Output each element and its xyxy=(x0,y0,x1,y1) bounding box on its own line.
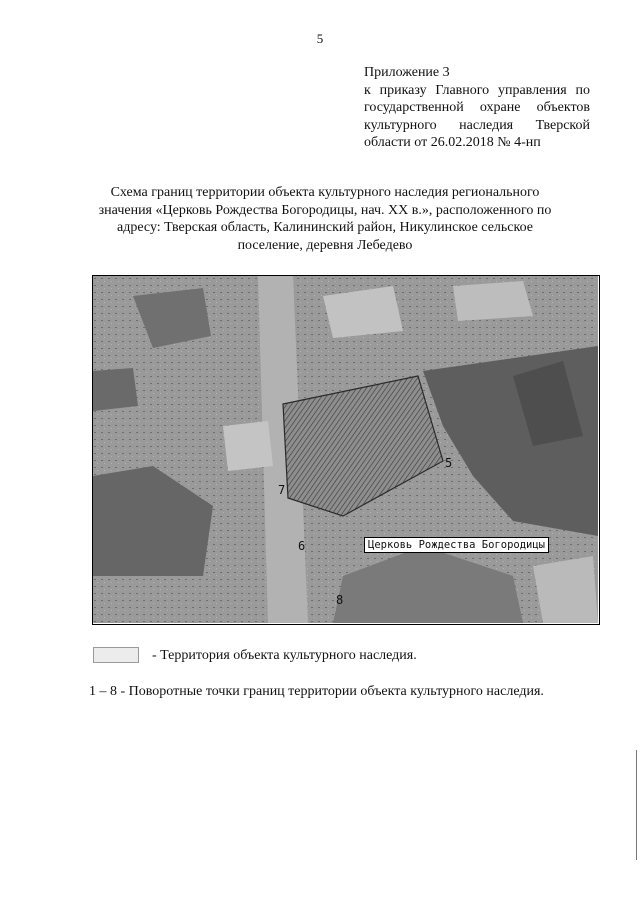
turning-points-legend-text: 1 – 8 - Поворотные точки границ территории объекта культурного наследия. xyxy=(89,684,544,699)
aerial-map-image xyxy=(93,276,598,623)
appendix-line: государственной охране объектов xyxy=(364,100,590,115)
page-number: 5 xyxy=(316,31,324,46)
turning-point-5: 5 xyxy=(445,456,453,470)
appendix-line: области от 26.02.2018 № 4-нп xyxy=(364,135,541,150)
aerial-map xyxy=(92,275,600,625)
territory-legend-swatch xyxy=(93,647,139,663)
church-label: Церковь Рождества Богородицы xyxy=(364,537,549,553)
title-line: значения «Церковь Рождества Богородицы, нач. XX в.», расположенного по xyxy=(98,202,552,218)
scan-edge-mark xyxy=(636,750,637,860)
title-line: поселение, деревня Лебедево xyxy=(237,237,413,253)
title-line: Схема границ территории объекта культурного наследия регионального xyxy=(110,185,540,200)
turning-point-6: 6 xyxy=(298,539,306,553)
appendix-line: культурного наследия Тверской xyxy=(364,117,590,133)
title-line: адресу: Тверская область, Калининский район, Никулинское сельское xyxy=(117,220,533,235)
appendix-line: Приложение 3 xyxy=(364,65,450,80)
territory-legend-text: - Территория объекта культурного наследия. xyxy=(152,648,417,663)
appendix-line: к приказу Главного управления по xyxy=(364,82,590,98)
turning-point-8: 8 xyxy=(336,593,344,607)
document-title xyxy=(60,184,590,254)
appendix-header xyxy=(364,64,590,152)
turning-point-7: 7 xyxy=(278,483,286,497)
